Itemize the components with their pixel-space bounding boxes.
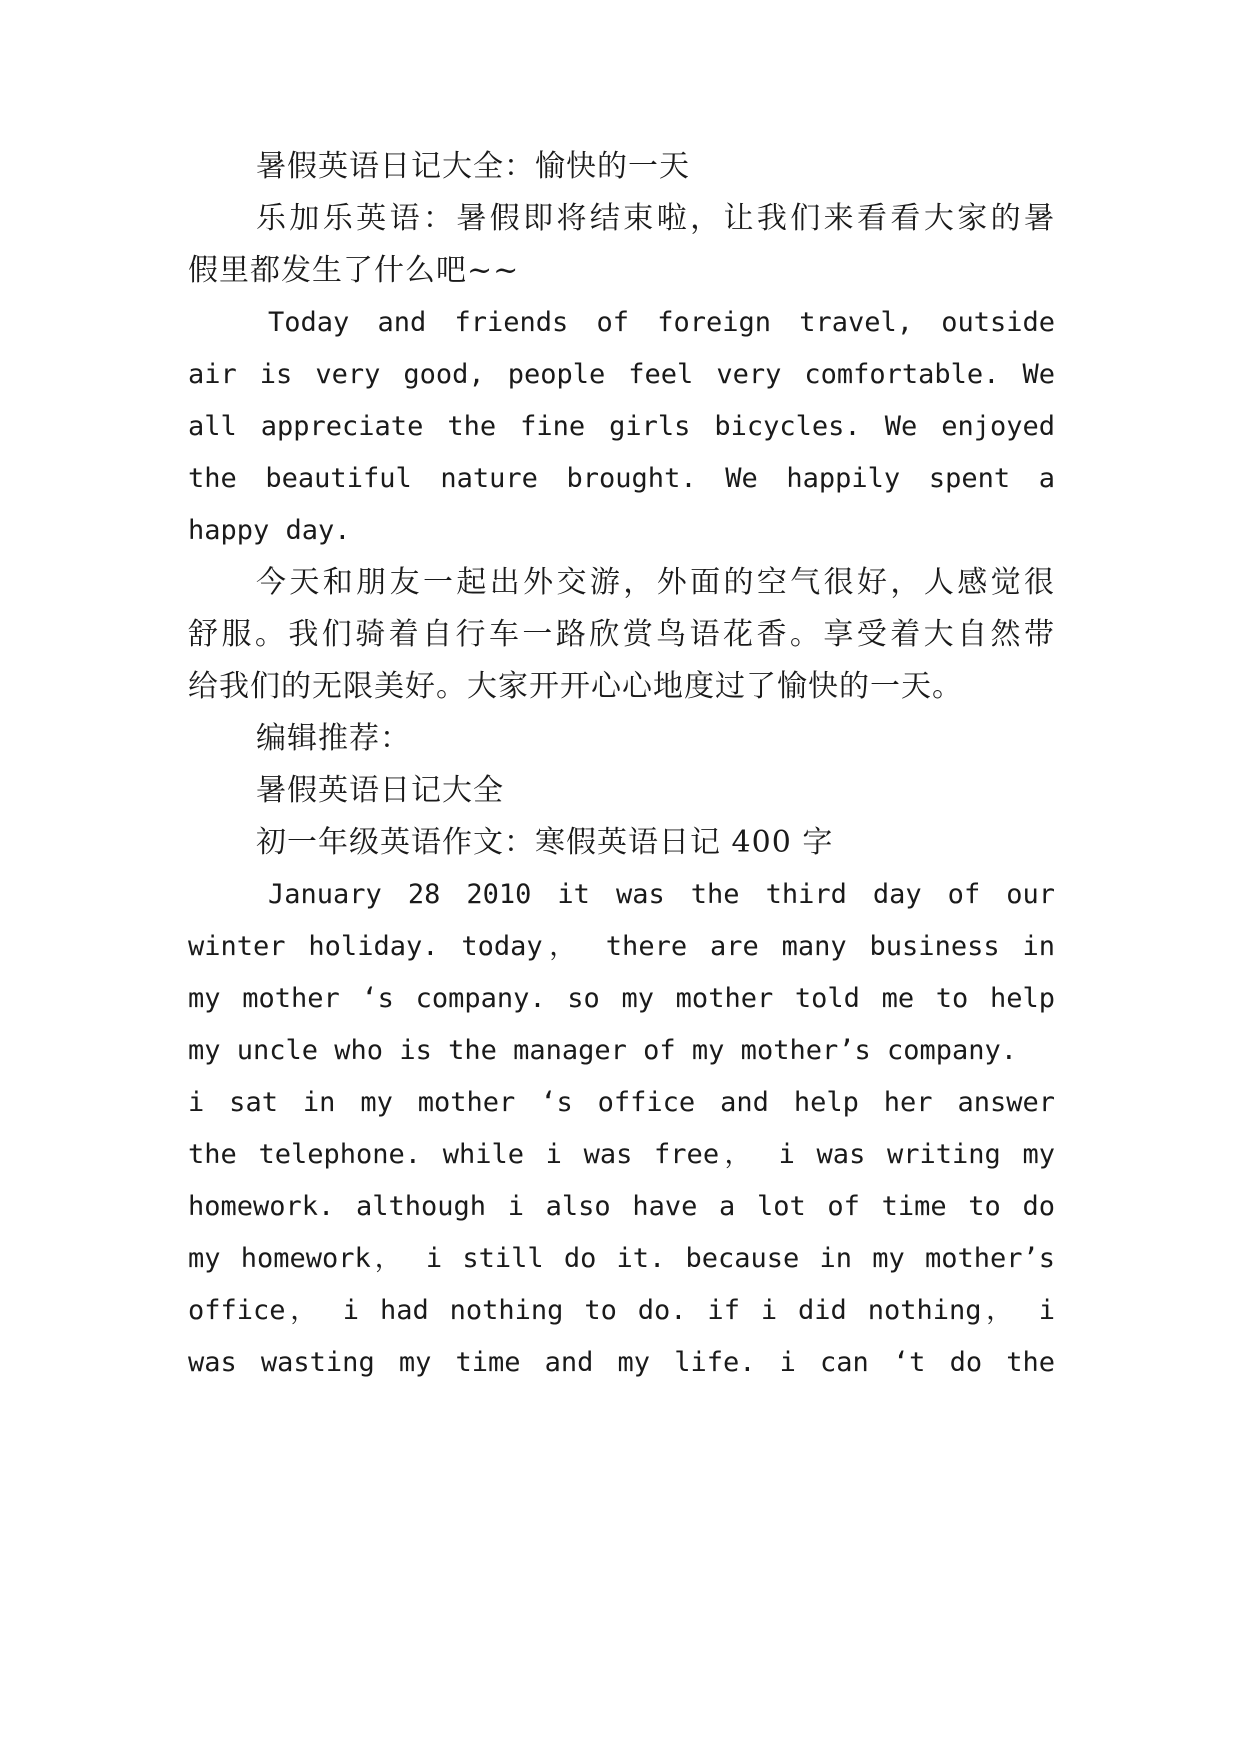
intro-line-1: 乐加乐英语：暑假即将结束啦，让我们来看看大家的暑 bbox=[256, 201, 1055, 236]
intro-line-2: 假里都发生了什么吧~~ bbox=[188, 253, 520, 288]
recommended-link-2[interactable]: 初一年级英语作文：寒假英语日记 400 字 bbox=[256, 825, 834, 860]
english-paragraph-2-line-2: winter holiday. today， there are many business in bbox=[188, 931, 1055, 962]
english-paragraph-2-line-3: my mother ‘s company. so my mother told me to help bbox=[188, 983, 1055, 1014]
article-title: 暑假英语日记大全：愉快的一天 bbox=[256, 149, 690, 184]
chinese-paragraph-line-2: 舒服。我们骑着自行车一路欣赏鸟语花香。享受着大自然带 bbox=[188, 617, 1055, 652]
english-paragraph-1-line-1: Today and friends of foreign travel, outside bbox=[268, 307, 1055, 338]
english-paragraph-1-line-3: all appreciate the fine girls bicycles. We enjoyed bbox=[188, 411, 1055, 442]
english-paragraph-2-line-10: was wasting my time and my life. i can ‘t do the bbox=[188, 1347, 1055, 1378]
chinese-paragraph-line-3: 给我们的无限美好。大家开开心心地度过了愉快的一天。 bbox=[188, 669, 963, 704]
english-paragraph-2-line-5: i sat in my mother ‘s office and help her answer bbox=[188, 1087, 1055, 1118]
english-paragraph-2-line-1: January 28 2010 it was the third day of our bbox=[268, 879, 1055, 910]
editor-recommend-heading: 编辑推荐： bbox=[256, 721, 411, 756]
english-paragraph-2-line-7: homework. although i also have a lot of time to do bbox=[188, 1191, 1055, 1222]
english-paragraph-2-line-9: office， i had nothing to do. if i did nothing， i bbox=[188, 1295, 1055, 1326]
chinese-paragraph-line-1: 今天和朋友一起出外交游，外面的空气很好，人感觉很 bbox=[256, 565, 1055, 600]
recommended-link-1[interactable]: 暑假英语日记大全 bbox=[256, 773, 504, 808]
english-paragraph-1-line-4: the beautiful nature brought. We happily spent a bbox=[188, 463, 1055, 494]
english-paragraph-2-line-6: the telephone. while i was free， i was writing my bbox=[188, 1139, 1055, 1170]
english-paragraph-1-line-5: happy day. bbox=[188, 515, 351, 546]
english-paragraph-2-line-4: my uncle who is the manager of my mother’s company. bbox=[188, 1035, 1018, 1066]
english-paragraph-2-line-8: my homework， i still do it. because in my mother’s bbox=[188, 1243, 1055, 1274]
english-paragraph-1-line-2: air is very good, people feel very comfortable. We bbox=[188, 359, 1055, 390]
